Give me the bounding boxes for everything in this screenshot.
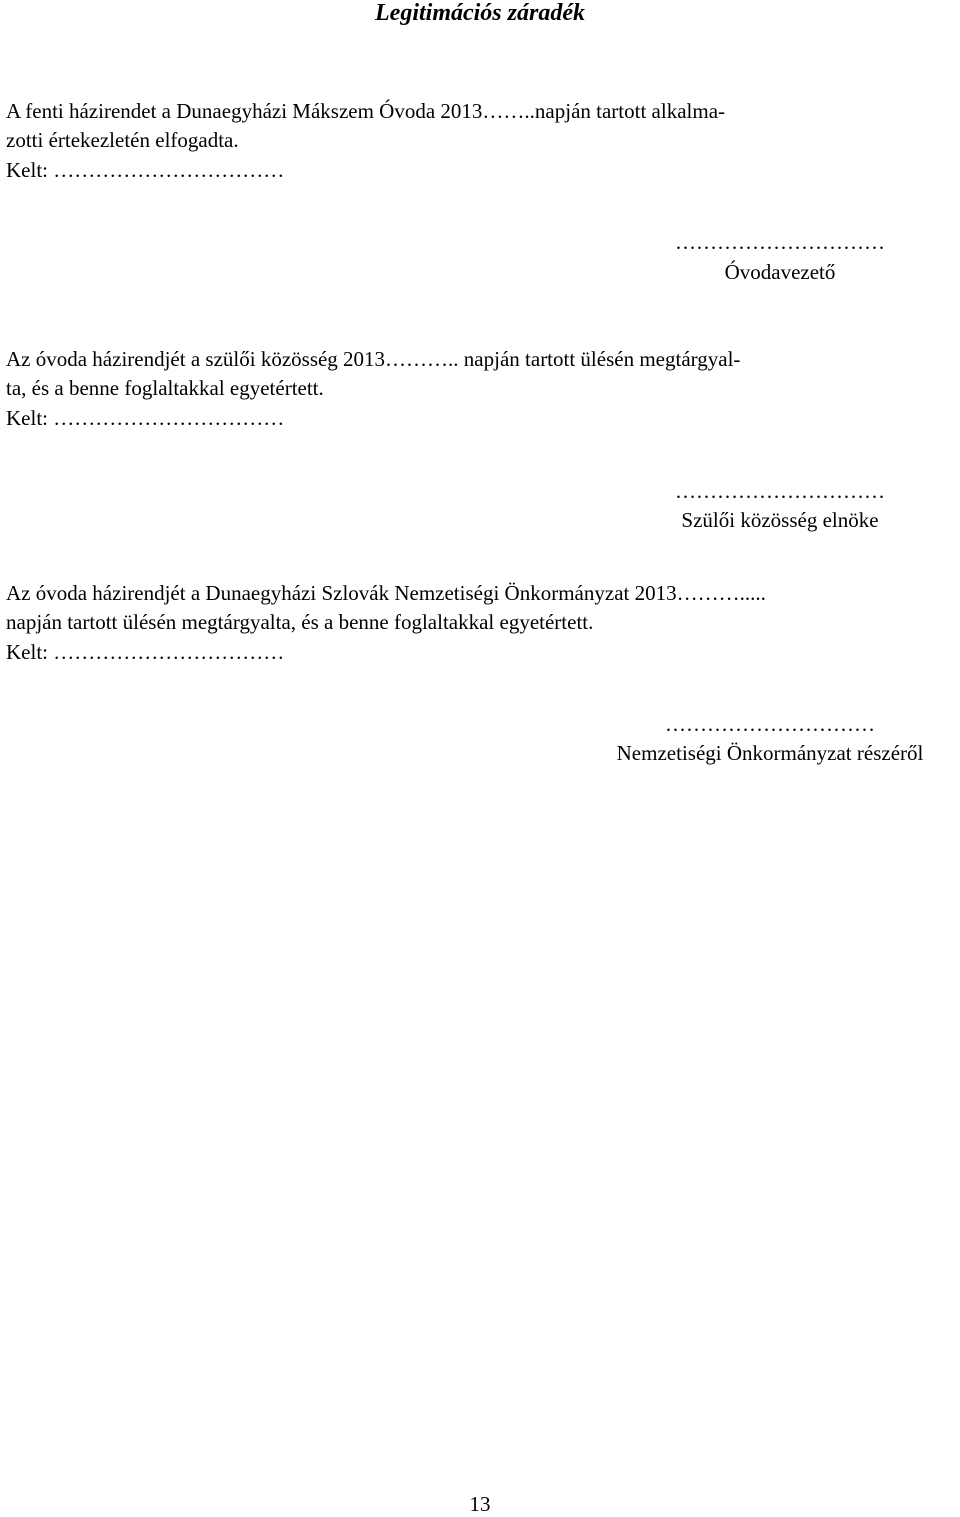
section3-signature-label: Nemzetiségi Önkormányzat részéről	[616, 741, 924, 765]
section1-line2: zotti értekezletén elfogadta.	[6, 128, 239, 152]
section2-signature-dots: …………………………	[675, 479, 885, 503]
section1-kelt: Kelt: ……………………………	[6, 158, 285, 182]
section2-line1: Az óvoda házirendjét a szülői közösség 2013……….. napján tartott ülésén megtárgyal-	[6, 347, 741, 371]
section2-line2: ta, és a benne foglaltakkal egyetértett.	[6, 376, 324, 400]
section3-kelt: Kelt: ……………………………	[6, 640, 285, 664]
section3-line1: Az óvoda házirendjét a Dunaegyházi Szlovák Nemzetiségi Önkormányzat 2013……….....	[6, 581, 766, 605]
page-number: 13	[469, 1492, 491, 1516]
section3-signature-dots: …………………………	[665, 712, 875, 736]
section1-line1: A fenti házirendet a Dunaegyházi Mákszem Óvoda 2013……..napján tartott alkalma-	[6, 99, 726, 123]
section1-signature-label: Óvodavezető	[724, 260, 836, 284]
section1-signature-dots: …………………………	[675, 230, 885, 254]
section3-line2: napján tartott ülésén megtárgyalta, és a benne foglaltakkal egyetértett.	[6, 610, 594, 634]
document-title: Legitimációs záradék	[375, 0, 585, 26]
section2-kelt: Kelt: ……………………………	[6, 406, 285, 430]
section2-signature-label: Szülői közösség elnöke	[681, 508, 879, 532]
